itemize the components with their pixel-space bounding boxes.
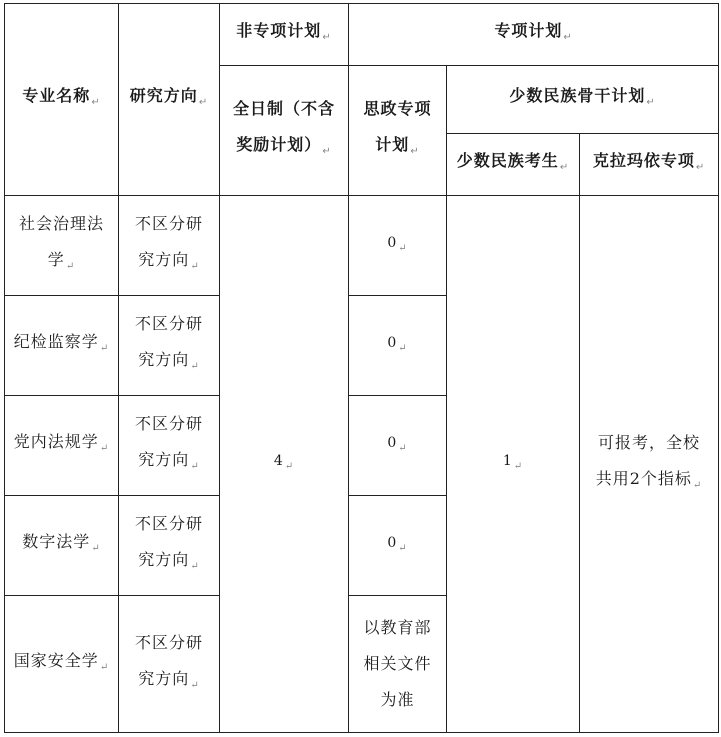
direction-cell: 不区分研究方向$_↵$	[119, 396, 220, 496]
enrollment-plan-table	[4, 3, 719, 733]
minority-quota-cell: $1_↵$	[447, 196, 580, 733]
direction-cell: 不区分研究方向$_↵$	[119, 496, 220, 596]
direction-cell: 不区分研究方向$_↵$	[119, 296, 220, 396]
header-research-direction: 研究方向$_↵$	[119, 4, 220, 196]
header-kelamayi-special: 克拉玛依专项$_↵$	[580, 134, 719, 196]
major-name-cell: 党内法规学$_↵$	[5, 396, 119, 496]
major-name-cell: 纪检监察学$_↵$	[5, 296, 119, 396]
major-name-cell: 国家安全学$_↵$	[5, 596, 119, 733]
direction-cell: 不区分研究方向$_↵$	[119, 596, 220, 733]
major-name-cell: 社会治理法学$_↵$	[5, 196, 119, 296]
header-special-plan: 专项计划$_↵$	[349, 4, 719, 66]
kelamayi-note-cell: 可报考，全校共用2个指标$_↵$	[580, 196, 719, 733]
ideological-quota-cell: $0_↵$	[349, 296, 447, 396]
ideological-quota-cell: $0_↵$	[349, 396, 447, 496]
full-time-quota-cell: $4_↵$	[220, 196, 349, 733]
ideological-quota-cell: 以教育部相关文件为准	[349, 596, 447, 733]
major-name-cell: 数字法学$_↵$	[5, 496, 119, 596]
header-ideological-special: 思政专项计划$_↵$	[349, 66, 447, 196]
header-minority-candidates: 少数民族考生$_↵$	[447, 134, 580, 196]
header-major-name: 专业名称$_↵$	[5, 4, 119, 196]
header-non-special-plan: 非专项计划$_↵$	[220, 4, 349, 66]
header-full-time: 全日制（不含奖励计划）$_↵$	[220, 66, 349, 196]
header-minority-backbone: 少数民族骨干计划$_↵$	[447, 66, 719, 134]
table-row	[5, 196, 719, 296]
direction-cell: 不区分研究方向$_↵$	[119, 196, 220, 296]
ideological-quota-cell: $0_↵$	[349, 196, 447, 296]
ideological-quota-cell: $0_↵$	[349, 496, 447, 596]
